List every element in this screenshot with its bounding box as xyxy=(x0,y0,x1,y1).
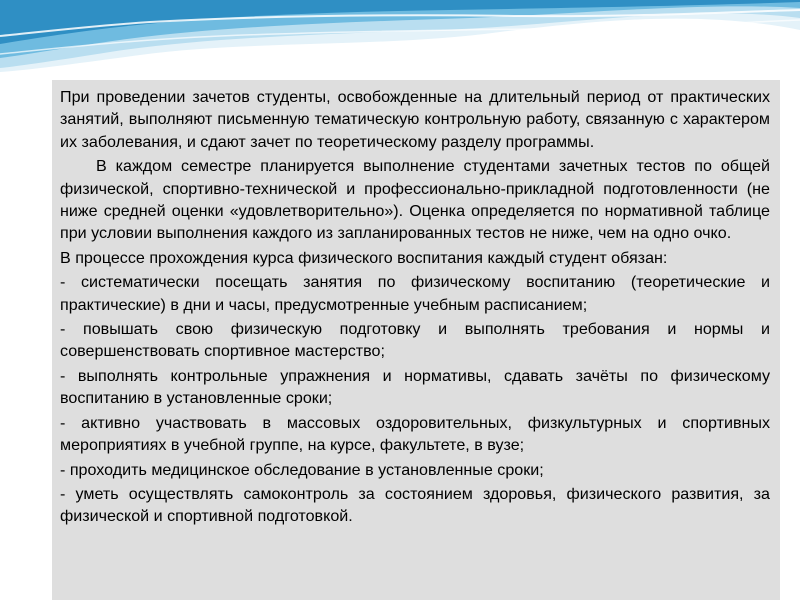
decorative-wave-header xyxy=(0,0,800,80)
paragraph-exams: При проведении зачетов студенты, освобожденные на длительный период от практических занятий, выполняют письменную тематическую контрольную работу, связанную с характером их заболевания, и сдают зачет по теоретическому разделу программы. xyxy=(60,88,770,151)
paragraph-obligations-intro: В процессе прохождения курса физического воспитания каждый студент обязан: xyxy=(60,248,668,267)
list-item-self-control: - уметь осуществлять самоконтроль за состоянием здоровья, физического развития, за физической и спортивной подготовкой. xyxy=(60,484,770,526)
paragraph-tests: В каждом семестре планируется выполнение студентами зачетных тестов по общей физической, спортивно-технической и профессионально-прикладной подготовленности (не ниже средней оценки «удовлетворительно»). Оценка определяется по нормативной таблице при условии выполнения каждого из запланированных тестов не ниже, чем на одно очко. xyxy=(60,157,770,243)
document-body xyxy=(60,86,770,528)
list-item-medical-exam: - проходить медицинское обследование в установленные сроки; xyxy=(60,460,544,479)
list-item-improve-fitness: - повышать свою физическую подготовку и выполнять требования и нормы и совершенствовать спортивное мастерство; xyxy=(60,320,770,361)
list-item-control-exercises: - выполнять контрольные упражнения и нормативы, сдавать зачёты по физическому воспитанию в установленные сроки; xyxy=(60,366,770,408)
list-item-attendance: - систематически посещать занятия по физическому воспитанию (теоретические и практические) в дни и часы, предусмотренные учебным расписанием; xyxy=(60,273,770,314)
list-item-mass-events: - активно участвовать в массовых оздоровительных, физкультурных и спортивных мероприятиях в учебной группе, на курсе, факультете, в вузе; xyxy=(60,413,770,455)
